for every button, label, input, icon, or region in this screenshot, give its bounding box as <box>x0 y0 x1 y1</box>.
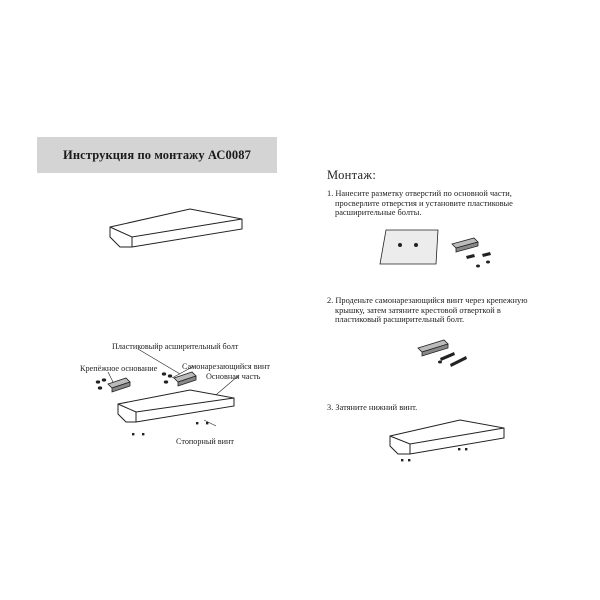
step-1-illustration <box>378 226 508 276</box>
label-mount-base: Крепёжное основание <box>80 364 158 373</box>
label-self-tapping-screw: Самонарезающийся винт <box>182 362 270 371</box>
screw-icon <box>162 372 172 383</box>
label-set-screw: Стопорный винт <box>176 437 235 446</box>
shelf-illustration <box>108 205 248 255</box>
drill-hole-icon <box>398 243 402 247</box>
step-2-text <box>327 296 527 325</box>
step-3-illustration <box>388 414 508 470</box>
bracket-icon <box>418 340 448 356</box>
step-line: просверлите отверстия и установите пластиковые <box>335 198 513 208</box>
step-line: 2. Проденьте самонарезающийся винт через крепежную <box>327 296 528 305</box>
main-shelf-icon <box>390 420 504 454</box>
set-screw-icon <box>132 422 208 435</box>
label-main-part: Основная часть <box>206 372 261 381</box>
title-banner <box>37 137 277 173</box>
label-plastic-bolt: Пластиковыйр асширительный болт <box>112 342 239 351</box>
page-title: Инструкция по монтажу АС0087 <box>63 147 251 162</box>
plastic-anchor-icon <box>466 252 491 268</box>
bracket-icon <box>452 238 478 252</box>
main-shelf-icon <box>118 390 234 422</box>
drill-hole-icon <box>414 243 418 247</box>
step-line: крышку, затем затяните крестовой отверткой в <box>335 305 501 315</box>
screw-icon <box>438 352 467 367</box>
step-line: 3. Затяните нижний винт. <box>327 403 418 412</box>
step-3-text <box>327 403 417 413</box>
screw-icon <box>96 378 106 389</box>
step-line: расширительные болты. <box>335 208 422 217</box>
step-2-illustration <box>410 336 480 376</box>
mounting-heading: Монтаж: <box>327 168 377 182</box>
bracket-icon <box>108 378 130 392</box>
step-line: 1. Нанесите разметку отверстий по основной части, <box>327 189 512 198</box>
step-line: пластиковый расширительный болт. <box>335 315 465 324</box>
exploded-parts-diagram <box>88 340 278 440</box>
step-1-text <box>327 189 513 218</box>
bracket-icon <box>174 372 196 386</box>
